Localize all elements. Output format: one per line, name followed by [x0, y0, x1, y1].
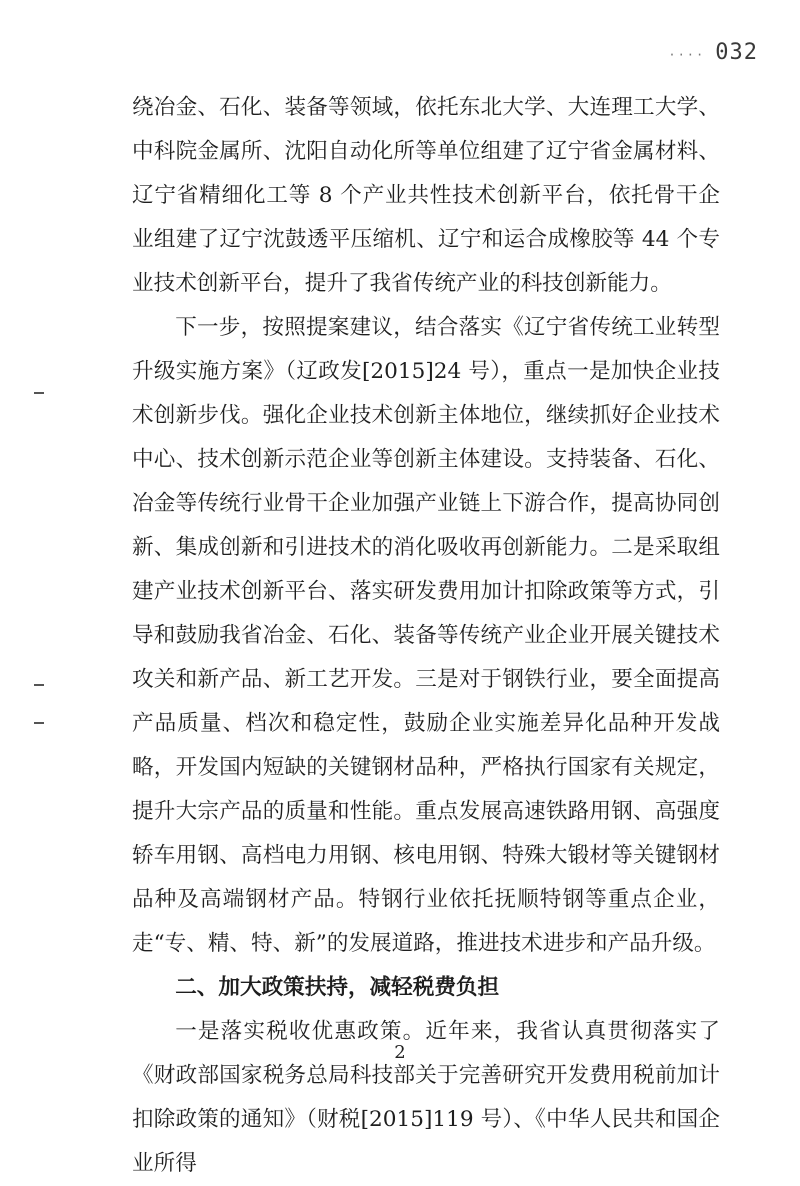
- page-number: 2: [394, 1042, 406, 1063]
- stamp-number: 032: [715, 40, 758, 65]
- section-heading: 二、加大政策扶持，减轻税费负担: [175, 975, 500, 1000]
- stamp-dots: ····: [668, 48, 706, 62]
- archive-stamp: [668, 40, 758, 65]
- margin-mark: [34, 722, 44, 724]
- paragraph-continued: 绕冶金、石化、装备等领域，依托东北大学、大连理工大学、中科院金属所、沈阳自动化所等单位组建了辽宁省金属材料、辽宁省精细化工等 8 个产业共性技术创新平台，依托骨干企业组建了辽宁沈鼓透平压缩机、辽宁和运合成橡胶等 44 个专业技术创新平台，提升了我省传统产业的科技创新能力。: [132, 95, 720, 296]
- paragraph-next-steps: 下一步，按照提案建议，结合落实《辽宁省传统工业转型升级实施方案》（辽政发[2015]24 号），重点一是加快企业技术创新步伐。强化企业技术创新主体地位，继续抓好企业技术中心、技术创新示范企业等创新主体建设。支持装备、石化、冶金等传统行业骨干企业加强产业链上下游合作，提高协同创新、集成创新和引进技术的消化吸收再创新能力。二是采取组建产业技术创新平台、落实研发费用加计扣除政策等方式，引导和鼓励我省冶金、石化、装备等传统产业企业开展关键技术攻关和新产品、新工艺开发。三是对于钢铁行业，要全面提高产品质量、档次和稳定性，鼓励企业实施差异化品种开发战略，开发国内短缺的关键钢材品种，严格执行国家有关规定，提升大宗产品的质量和性能。重点发展高速铁路用钢、高强度轿车用钢、高档电力用钢、核电用钢、特殊大锻材等关键钢材品种及高端钢材产品。特钢行业依托抚顺特钢等重点企业，走“专、精、特、新”的发展道路，推进技术进步和产品升级。: [132, 315, 720, 956]
- paragraph-tax-policy: 一是落实税收优惠政策。近年来，我省认真贯彻落实了《财政部国家税务总局科技部关于完善研究开发费用税前加计扣除政策的通知》（财税[2015]119 号）、《中华人民共和国企业所得: [132, 1019, 720, 1176]
- margin-mark: [34, 684, 44, 686]
- document-body: [132, 86, 720, 1186]
- margin-mark: [34, 392, 44, 394]
